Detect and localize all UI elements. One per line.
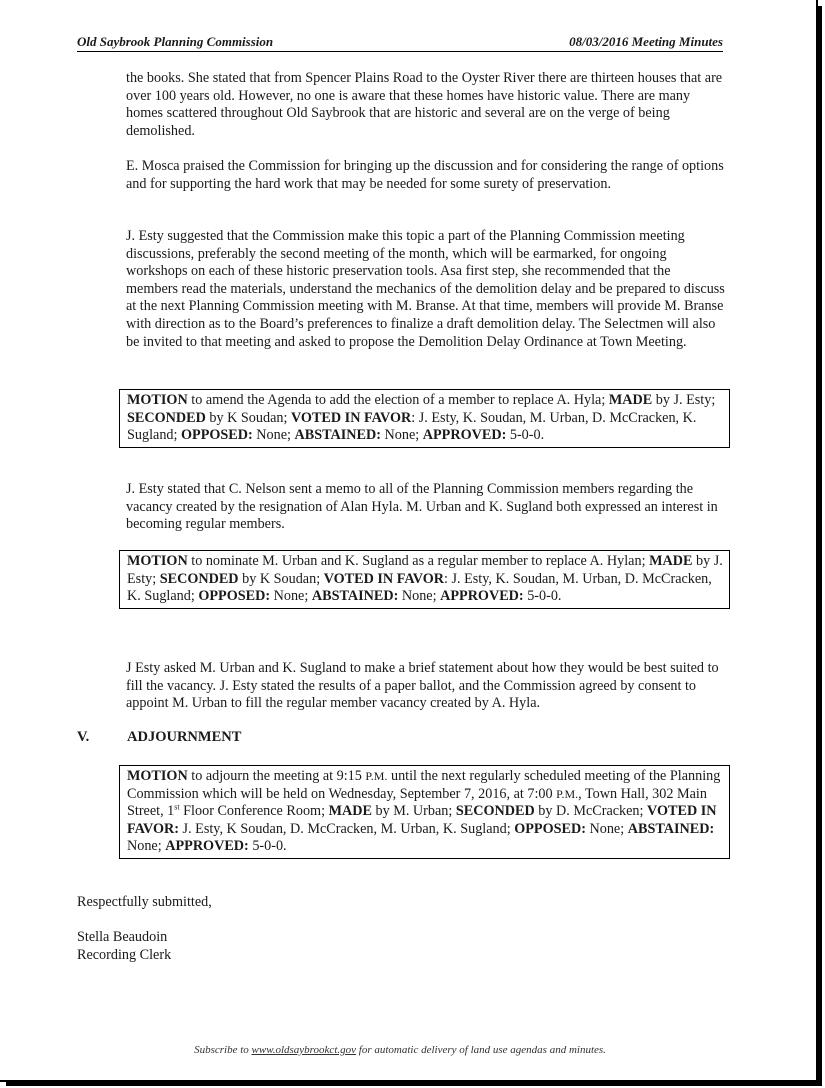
motion-keyword: MOTION xyxy=(127,392,188,408)
motion-text: : J. Esty, K. Soudan, M. Urban, D. McCracken, K. Sugland; xyxy=(127,570,712,605)
motion-text: None; xyxy=(380,427,423,444)
approved-keyword: APPROVED: xyxy=(440,588,524,605)
motion-text: to amend the Agenda to add the election of a member to replace A. Hyla; xyxy=(187,392,609,408)
approved-keyword: APPROVED: xyxy=(165,838,249,855)
seconded-keyword: SECONDED xyxy=(159,570,239,587)
made-keyword: MADE xyxy=(328,803,372,820)
paragraph-mosca-praise: E. Mosca praised the Commission for bringing up the discussion and for considering the range of options and for supporting the hard work that may be needed for some surety of preservation. xyxy=(126,158,724,192)
motion-text: by K Soudan; xyxy=(238,570,324,587)
section-title: ADJOURNMENT xyxy=(127,729,242,745)
motion-box-nominate xyxy=(119,550,730,609)
motion-text: to adjourn the meeting at 9:15 xyxy=(187,768,366,784)
made-keyword: MADE xyxy=(649,553,693,569)
motion-text: : J. Esty, K. Soudan, M. Urban, D. McCracken, K. Sugland; xyxy=(127,409,697,444)
motion-text: by D. McCracken; xyxy=(534,803,648,820)
motion-keyword: MOTION xyxy=(127,553,188,569)
opposed-keyword: OPPOSED: xyxy=(514,820,586,837)
motion-text: , Town Hall, 302 Main Street, 1 xyxy=(127,785,707,820)
paragraph-urban-appointed: J Esty asked M. Urban and K. Sugland to make a brief statement about how they would be best suited to fill the vacancy. J. Esty stated the results of a paper ballot, and the Commission agreed by consent to appoint M. Urban to fill the regular member vacancy created by A. Hyla. xyxy=(126,660,719,712)
voted-keyword: VOTED IN FAVOR: xyxy=(127,803,717,837)
motion-text: None; xyxy=(127,838,166,855)
page-header xyxy=(77,34,723,52)
voted-keyword: VOTED IN FAVOR xyxy=(323,570,444,587)
clerk-role: Recording Clerk xyxy=(77,947,172,963)
motion-text: 5-0-0. xyxy=(523,588,562,605)
footer-text-post: for automatic delivery of land use agendas and minutes. xyxy=(356,1044,606,1056)
footer-website-link[interactable]: www.oldsaybrookct.gov xyxy=(251,1044,357,1056)
motion-text: by J. Esty; xyxy=(652,392,716,408)
approved-keyword: APPROVED: xyxy=(422,427,507,444)
time-suffix: P.M. xyxy=(365,769,388,783)
header-meeting-date: 08/03/2016 Meeting Minutes xyxy=(569,34,723,49)
voted-keyword: VOTED IN FAVOR xyxy=(290,409,412,426)
time-suffix: P.M. xyxy=(556,786,579,801)
abstained-keyword: ABSTAINED: xyxy=(311,588,399,605)
page-footer xyxy=(0,1044,800,1056)
paragraph-vacancy-memo: J. Esty stated that C. Nelson sent a memo to all of the Planning Commission members regarding the vacancy created by the resignation of Alan Hyla. M. Urban and K. Sugland both expressed an interest in becoming regular members. xyxy=(126,481,718,533)
clerk-name: Stella Beaudoin xyxy=(77,929,168,945)
seconded-keyword: SECONDED xyxy=(455,803,535,820)
motion-text: by K Soudan; xyxy=(205,409,291,426)
closing-submitted: Respectfully submitted, xyxy=(77,894,212,910)
section-number: V. xyxy=(77,729,90,745)
motion-text: by M. Urban; xyxy=(371,803,456,820)
section-heading-adjournment xyxy=(77,729,241,746)
opposed-keyword: OPPOSED: xyxy=(181,427,253,444)
abstained-keyword: ABSTAINED: xyxy=(294,427,381,444)
motion-box-amend-agenda xyxy=(119,389,730,448)
motion-text: None; xyxy=(585,820,628,837)
motion-text: None; xyxy=(270,588,312,605)
abstained-keyword: ABSTAINED: xyxy=(627,820,715,837)
motion-keyword: MOTION xyxy=(127,768,188,784)
motion-text: 5-0-0. xyxy=(506,427,545,444)
seconded-keyword: SECONDED xyxy=(127,409,206,426)
paragraph-esty-suggestion: J. Esty suggested that the Commission make this topic a part of the Planning Commission meeting discussions, preferably the second meeting of the month, which will be earmarked, for ongoing workshops on each of these historic preservation tools. Asa first step, she recommended that the members read the materials, understand the mechanics of the demolition delay and be prepared to discuss at the next Planning Commission meeting with M. Branse. At that time, members will provide M. Branse with direction as to the Board’s preferences to finalize a draft demolition delay. The Selectmen will also be invited to that meeting and asked to propose the Demolition Delay Ordinance at Town Meeting. xyxy=(126,228,725,350)
motion-text: None; xyxy=(398,588,441,605)
opposed-keyword: OPPOSED: xyxy=(198,588,271,605)
motion-box-adjourn xyxy=(119,765,730,859)
motion-text: None; xyxy=(252,427,295,444)
motion-text: J. Esty, K Soudan, D. McCracken, M. Urban, K. Sugland; xyxy=(179,820,515,837)
footer-text-pre: Subscribe to xyxy=(194,1044,252,1056)
header-commission-name: Old Saybrook Planning Commission xyxy=(77,34,274,49)
motion-text: Floor Conference Room; xyxy=(179,803,329,820)
made-keyword: MADE xyxy=(608,392,653,408)
ordinal-suffix: st xyxy=(174,802,180,812)
motion-text: 5-0-0. xyxy=(248,838,287,855)
motion-text: until the next regularly scheduled meeting of the Planning Commission which will be held on Wednesday, September 7, 2016, at 7:00 xyxy=(127,768,721,802)
motion-text: by J. Esty; xyxy=(127,553,723,587)
motion-text: to nominate M. Urban and K. Sugland as a regular member to replace A. Hylan; xyxy=(187,553,650,569)
paragraph-historic-homes: the books. She stated that from Spencer Plains Road to the Oyster River there are thirteen houses that are over 100 years old. However, no one is aware that these homes have historic value. There are many homes scattered throughout Old Saybrook that are historic and several are on the verge of being demolished. xyxy=(126,70,723,139)
